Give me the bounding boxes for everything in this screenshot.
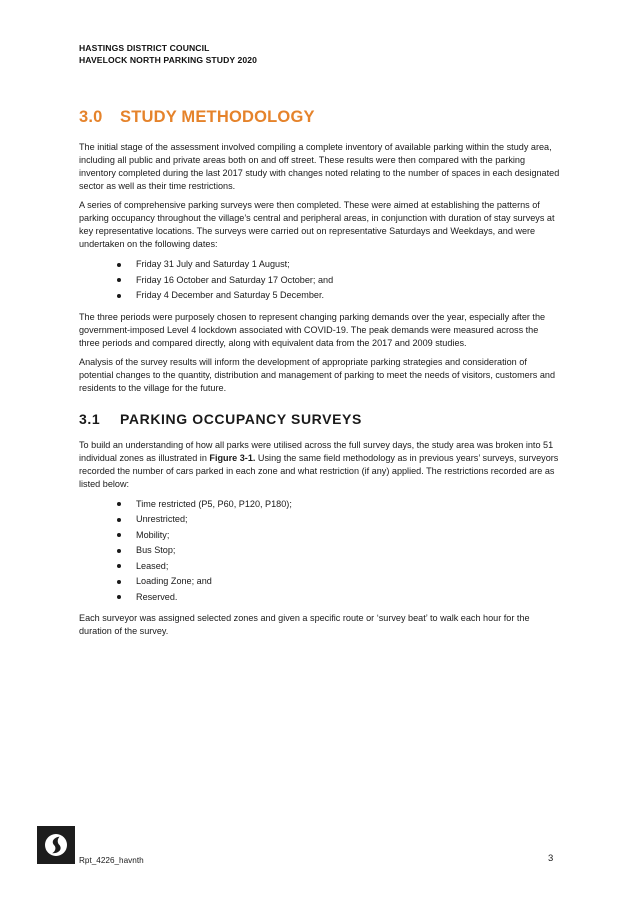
section-3-1-heading: [79, 408, 561, 430]
company-logo-icon: [37, 826, 75, 864]
survey-dates-list: [79, 257, 561, 304]
page-content: [79, 104, 561, 644]
report-reference: Rpt_4226_havnth: [79, 856, 144, 865]
list-item: Bus Stop;: [79, 543, 561, 559]
header-report-title: HAVELOCK NORTH PARKING STUDY 2020: [79, 55, 258, 65]
section-3-title: STUDY METHODOLOGY: [120, 108, 315, 126]
page-number: 3: [548, 853, 554, 864]
list-item: Reserved.: [79, 590, 561, 606]
paragraph-text: Using the same field methodology as in previous years’ surveys, surveyors recorded the number of cars parked in each zone and what restriction (if any) applied. The restrictions recorded are as listed below:: [79, 452, 559, 489]
document-header: [79, 42, 257, 66]
section-3-heading: [79, 104, 561, 130]
header-organisation: HASTINGS DISTRICT COUNCIL: [79, 43, 210, 53]
list-item: Friday 16 October and Saturday 17 October; and: [79, 273, 561, 289]
section-3-paragraph-4: Analysis of the survey results will inform the development of appropriate parking strategies and consideration of potential changes to the quantity, distribution and management of parking to meet the needs of visitors, customers and residents to the village for the future.: [79, 356, 556, 393]
section-3-paragraph-1: The initial stage of the assessment involved compiling a complete inventory of available parking within the study area, including all public and private areas both on and off street. These results were then compared with the parking inventory completed during the last 2017 study with changes noted relating to the number of spaces in each designated sector as well as their time restrictions.: [79, 142, 560, 191]
section-3-1-title: PARKING OCCUPANCY SURVEYS: [120, 410, 362, 427]
paragraph-text: To build an understanding of how all parks were utilised across the full survey days, the study area was broken into 51 individual zones as illustrated in: [79, 439, 554, 463]
section-3-1-paragraph-1: [79, 439, 561, 491]
section-3-1-paragraph-2: Each surveyor was assigned selected zones and given a specific route or ‘survey beat’ to walk each hour for the duration of the survey.: [79, 613, 530, 636]
logo-mark: [43, 832, 69, 858]
list-item: Leased;: [79, 559, 561, 575]
section-3-1-number: 3.1: [79, 410, 101, 427]
list-item: Unrestricted;: [79, 512, 561, 528]
section-3-number: 3.0: [79, 108, 103, 126]
figure-3-1-reference: Figure 3-1.: [209, 452, 256, 463]
list-item: Friday 31 July and Saturday 1 August;: [79, 257, 561, 273]
list-item: Time restricted (P5, P60, P120, P180);: [79, 497, 561, 513]
list-item: Mobility;: [79, 528, 561, 544]
section-3-paragraph-3: The three periods were purposely chosen to represent changing parking demands over the year, especially after the government-imposed Level 4 lockdown associated with COVID-19. The peak demands were measured across the three periods and compared directly, along with equivalent data from the 2017 and 2009 studies.: [79, 311, 546, 348]
section-3-paragraph-2: A series of comprehensive parking surveys were then completed. These were aimed at establishing the patterns of parking occupancy throughout the village’s central and peripheral areas, in conjunction with duration of stay surveys at key representative locations. The surveys were carried out on representative Saturdays and Weekdays, and were undertaken on the following dates:: [79, 200, 555, 249]
restrictions-list: [79, 497, 561, 606]
list-item: Friday 4 December and Saturday 5 December.: [79, 288, 561, 304]
list-item: Loading Zone; and: [79, 574, 561, 590]
